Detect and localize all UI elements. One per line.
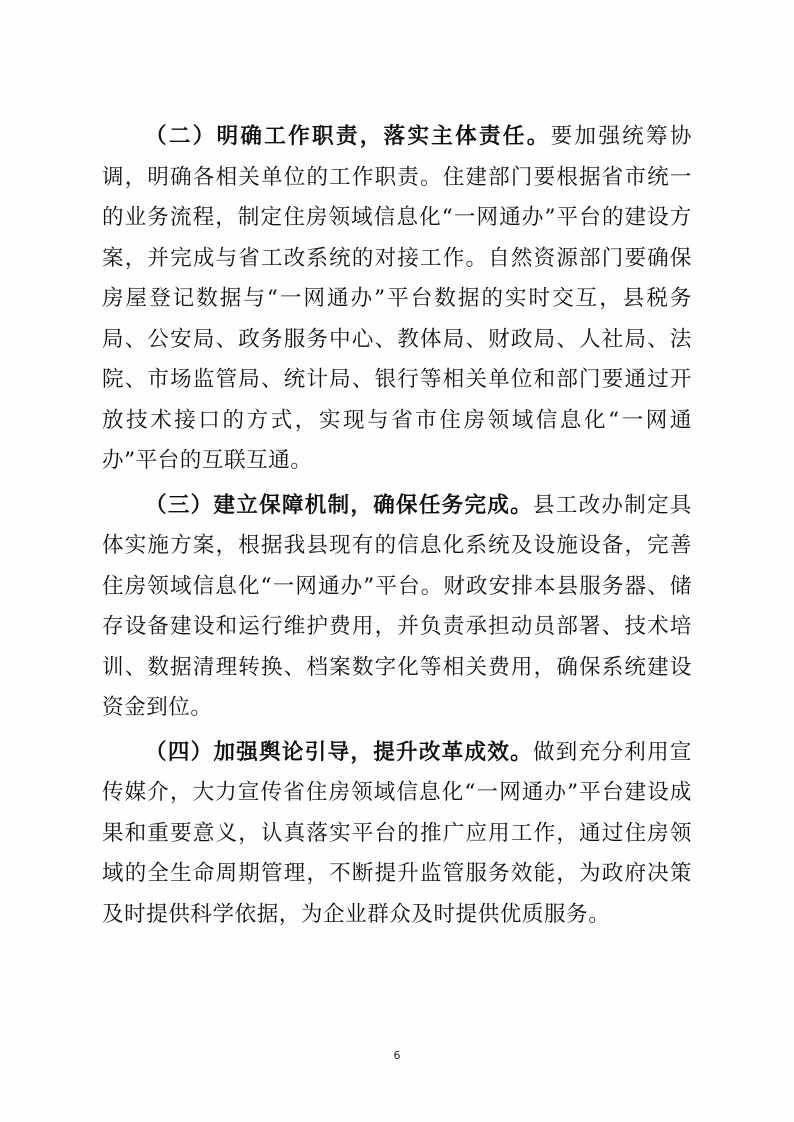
paragraph-publicity: [102, 733, 692, 936]
page-number: 6: [393, 1049, 401, 1062]
paragraph-safeguards: [102, 486, 692, 729]
paragraph-text: 县工改办制定具体实施方案，根据我县现有的信息化系统及设施设备，完善住房领域信息化“一网通办”平台。财政安排本县服务器、储存设备建设和运行维护费用，并负责承担动员部署、技术培训、数据清理转换、档案数字化等相关费用，确保系统建设资金到位。: [102, 492, 692, 720]
paragraph-responsibilities: [102, 117, 692, 482]
paragraph-text: 做到充分利用宣传媒介，大力宣传省住房领域信息化“一网通办”平台建设成果和重要意义，认真落实平台的推广应用工作，通过住房领域的全生命周期管理，不断提升监管服务效能，为政府决策及时提供科学依据，为企业群众及时提供优质服务。: [102, 739, 692, 927]
paragraph-heading: （二）明确工作职责，落实主体责任。: [145, 124, 551, 149]
paragraph-heading: （四）加强舆论引导，提升改革成效。: [145, 739, 533, 765]
paragraph-text: 要加强统筹协调，明确各相关单位的工作职责。住建部门要根据省市统一的业务流程，制定住房领域信息化“一网通办”平台的建设方案，并完成与省工改系统的对接工作。自然资源部门要确保房屋登记数据与“一网通办”平台数据的实时交互，县税务局、公安局、政务服务中心、教体局、财政局、人社局、法院、市场监管局、统计局、银行等相关单位和部门要通过开放技术接口的方式，实现与省市住房领域信息化“一网通办”平台的互联互通。: [102, 124, 693, 473]
paragraph-heading: （三）建立保障机制，确保任务完成。: [145, 492, 533, 518]
document-body: [102, 117, 692, 939]
